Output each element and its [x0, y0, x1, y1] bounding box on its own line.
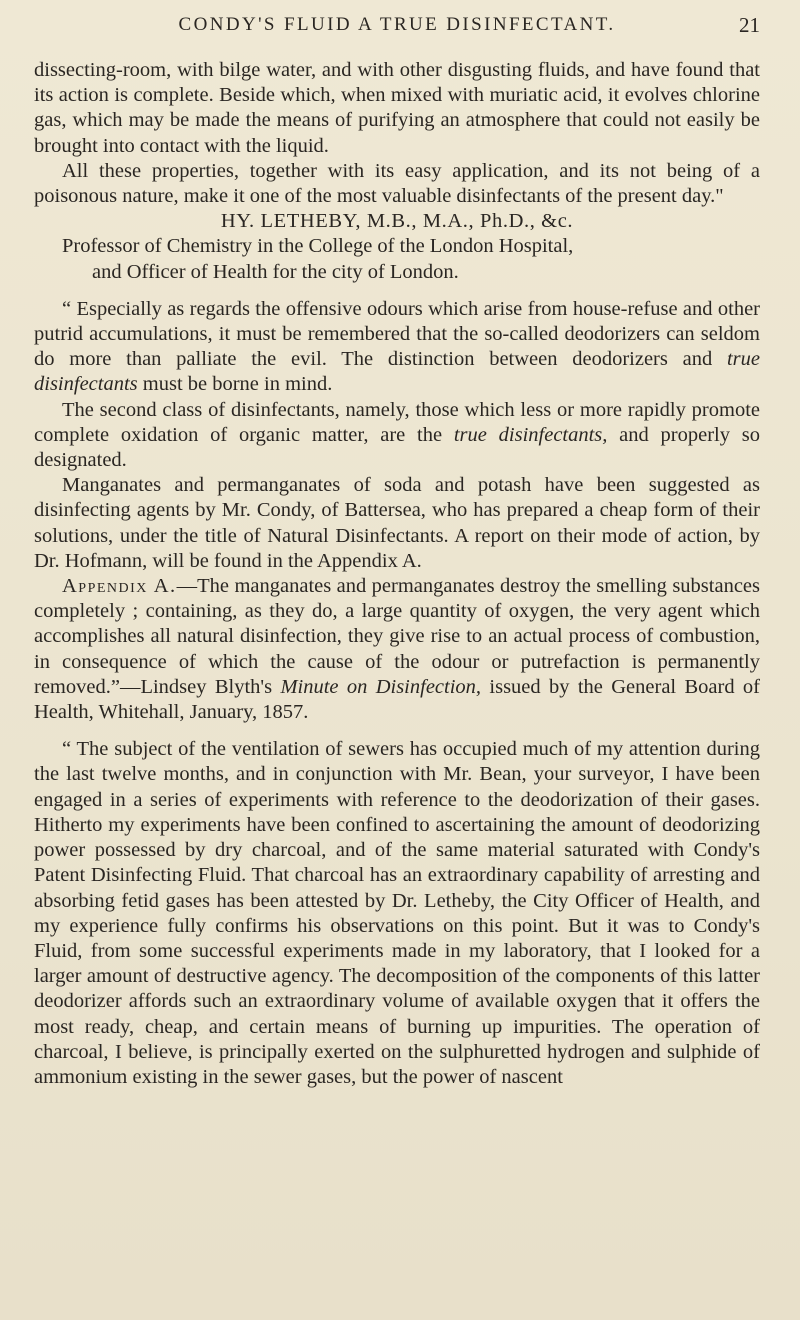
page-number: 21: [739, 13, 760, 37]
p6-text-a: —The manganates and permanganates destroy the smelling substances completely ; containing, as they do, a large quantity of oxygen, the very agent which accomplishes all natural disinfection, they give rise to an actual process of combustion, in consequence of which the cause of the odour or putrefaction is permanently removed.”—Lindsey Blyth's: [34, 575, 760, 698]
p3-text-b: must be borne in mind.: [137, 373, 333, 396]
paragraph-sewer-ventilation: “ The subject of the ventilation of sewers has occupied much of my attention during the last twelve months, and in conjunction with Mr. Bean, your surveyor, I have been engaged in a series of experiments with reference to the deodorization of their gases. Hitherto my experiments have been confined to ascertaining the amount of deodorizing power possessed by dry charcoal, and of the same material saturated with Condy's Patent Disinfecting Fluid. That charcoal has an extraordinary capability of arresting and absorbing fetid gases has been attested by Dr. Letheby, the City Officer of Health, and my experience fully confirms his observations on this point. But it was to Condy's Fluid, from some successful experiments made in my laboratory, that I looked for a larger amount of destructive agency. The decomposition of the components of this latter deodorizer affords such an extraordinary volume of available oxygen that it offers the most ready, cheap, and certain means of burning up impurities. The operation of charcoal, I believe, is principally exerted on the sulphuretted hydrogen and sulphide of ammonium existing in the sewer gases, but the power of nascent: [34, 738, 760, 1088]
paragraph-continuation: dissecting-room, with bilge water, and with other disgusting fluids, and have found that its action is complete. Beside which, when mixed with muriatic acid, it evolves chlorine gas, which may be made the means of purifying an atmosphere that could not easily be brought into contact with the liquid.: [34, 59, 760, 157]
paragraph-offensive-odours: [34, 297, 760, 398]
p6-text-b: issued by the General Board of Health, Whitehall, January, 1857.: [34, 675, 760, 724]
p4-italic-true-disinfectants: true disinfectants,: [453, 423, 608, 446]
running-title: CONDY'S FLUID A TRUE DISINFECTANT.: [178, 14, 616, 35]
p6-italic-minute-title: Minute on Disinfection,: [280, 675, 482, 698]
p4-text-b: and properly so designated.: [34, 423, 760, 472]
signature-letheby: HY. LETHEBY, M.B., M.A., Ph.D., &c.: [220, 210, 574, 233]
affiliation-line-1: Professor of Chemistry in the College of the London Hospital,: [62, 235, 574, 258]
p4-text-a: The second class of disinfectants, namely, those which less or more rapidly promote complete oxidation of organic matter, are the: [34, 398, 760, 446]
paragraph-properties: All these properties, together with its easy application, and its not being of a poisonous nature, make it one of the most valuable disinfectants of the present day.": [34, 159, 760, 208]
affiliation-line-2: and Officer of Health for the city of London.: [92, 260, 459, 283]
p3-italic-true-disinfectants: true disinfectants: [34, 348, 760, 396]
paragraph-appendix-a: [34, 574, 760, 725]
p3-text-a: “ Especially as regards the offensive odours which arise from house-refuse and other putrid accumulations, it must be remembered that the so-called deodorizers can seldom do more than palliate the evil. The distinction between deodorizers and: [34, 297, 760, 371]
paragraph-second-class: [34, 398, 760, 474]
running-header: [34, 0, 760, 58]
body-text: [34, 58, 760, 1090]
paragraph-manganates: Manganates and permanganates of soda and potash have been suggested as disinfecting agents by Mr. Condy, of Battersea, who has prepared a cheap form of their solutions, under the title of Natural Disinfectants. A report on their mode of action, by Dr. Hofmann, will be found in the Appendix A.: [34, 474, 760, 572]
appendix-label: Appendix A.: [62, 575, 177, 598]
